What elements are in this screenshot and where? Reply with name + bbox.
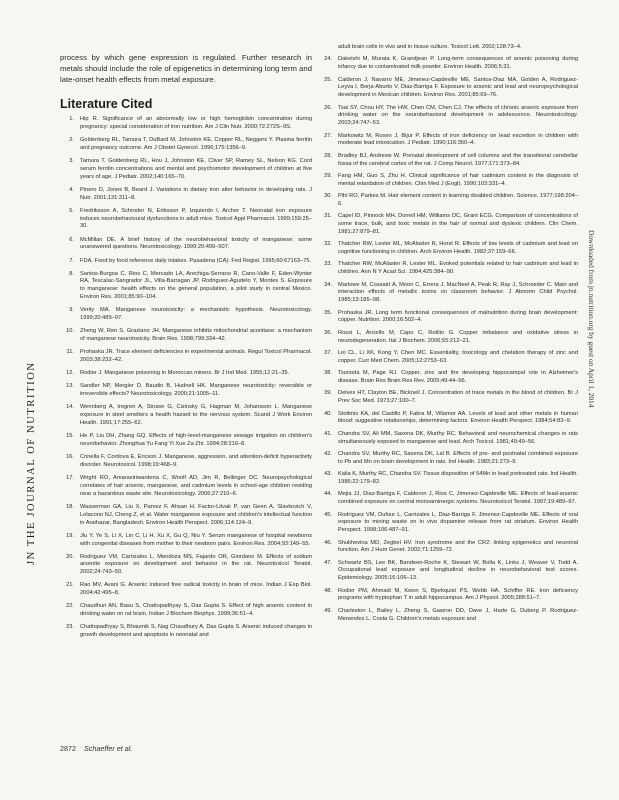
reference-text: Chattopadhyay S, Bhaumik S, Nag Chaudhury A, Das Gupta S. Arsenic induced changes in growth development and apoptosis in neonatal and [80, 624, 312, 639]
reference-item [60, 137, 312, 153]
reference-text: Chaudhuri AN, Basu S, Chattopadhyay S, Das Gupta S. Effect of high arsenic content in drinking water on rat brain. Indian J Biochem Biophys. 1999;36:51–4. [80, 603, 312, 618]
reference-text: Jiu Y, Ye S, Li X, Lin C, Li H, Xu X, Gu Q, Niu Y. Serum manganese of hospital newborns with congenital diseases from mother to their newborn pairs. Environ Res. 2004;93:149–55. [80, 532, 312, 547]
reference-item [60, 404, 312, 427]
reference-list-left [60, 116, 312, 645]
reference-item [318, 193, 578, 209]
reference-number: 31. [324, 213, 332, 220]
reference-text: Fang HM, Guo S, Zhu H. Clinical significance of hair cadmium content in the diagnosis of mental retardation of children. Chin Med J (Engl). 1990;103:331–4. [338, 172, 578, 187]
reference-text: Prohaska JR. Long term functional consequences of malnutrition during brain development: copper. Nutrition. 2000;16:502–4. [338, 309, 578, 324]
reference-number: 43. [324, 471, 332, 478]
reference-item [60, 533, 312, 549]
reference-item [60, 237, 312, 253]
reference-number: 1. [69, 116, 74, 122]
reference-text: Capel ID, Pinnock MH, Dorrell HM, Williams DC, Grant ECG. Comparison of concentrations of some trace, bulk, and toxic metals in the hair of normal and dyslexic children. Clin Chem. 1981;27:879–81. [338, 213, 578, 235]
reference-text: Rossi L, Arciello M, Capo C, Rotilio G. Copper imbalance and oxidative stress in neurodegeneration. Ital J Biochem. 2006;55:212–21. [338, 329, 578, 344]
reference-text: Thatcher RW, McAlaster R, Lester ML. Evoked potentials related to hair cadmium and lead in children. Ann N Y Acad Sci. 1984;425:384–90. [338, 261, 578, 276]
reference-number: 8. [69, 270, 74, 277]
reference-item [60, 624, 312, 640]
reference-item [318, 471, 578, 487]
reference-item [318, 588, 578, 604]
reference-item [60, 454, 312, 470]
reference-item [60, 603, 312, 619]
reference-item [318, 105, 578, 128]
reference-text: Rao MV, Avani G. Arsenic induced free radical toxicity in brain of mice. Indian J Exp Biol. 2004;42:495–8. [80, 582, 312, 597]
reference-item [318, 153, 578, 169]
reference-number: 41. [324, 430, 332, 437]
reference-number: 14. [66, 404, 74, 411]
reference-item [318, 370, 578, 386]
reference-number: 46. [324, 539, 332, 546]
reference-text: He P, Liu DH, Zhang GQ. Effects of high-level-manganese sewage irrigation on children's neurobehavior. Zhonghua Yu Fang Yi Xue Za Zhi. 1994;28:216–8. [80, 433, 312, 447]
download-watermark: Downloaded from jn.nutrition.org by guest on April 1, 2014 [587, 230, 596, 408]
reference-text: Hip R. Significance of an abnormally low or high hemoglobin concentration during pregnancy: special consideration of iron nutrition. Am J Clin Nutr. 2000;72:272S–9S. [80, 116, 312, 130]
reference-item [318, 133, 578, 149]
reference-text: Sandler NP, Mergler D, Baudin B, Hudnell HK. Manganese neurotoxicity: reversible or irreversible effects? Neurotoxicology. 2000;21:1005–11. [80, 383, 312, 398]
reference-text: Mejia JJ, Diaz-Barriga F, Calderon J, Rios C, Jimenez-Capdeville ME. Effects of lead-arsenic combined exposure on central monoaminergic systems. Neurotoxicol Teratol. 1997;19:489–97. [338, 491, 578, 506]
reference-number: 12. [66, 370, 74, 377]
reference-item [60, 258, 312, 266]
reference-number: 27. [324, 132, 332, 139]
reference-item [318, 512, 578, 535]
reference-number: 18. [66, 503, 74, 510]
reference-text: Rodriguez VM, Carrizales L, Mendoza MS, Fajardo OR, Giordano M. Effects of sodium arsenite exposure on development and behavior in the rat. Neurotoxicol Teratol. 2002;24:743–50. [80, 553, 312, 576]
reference-text: Dakeishi M, Murata K, Grandjean P. Long-term consequences of arsenic poisoning during infancy due to contaminated milk powder. Environ Health. 2006;5:31. [338, 56, 578, 71]
reference-text: Santos-Burgoa C, Rios C, Mercado LA, Arechiga-Serrano R, Cano-Valle F, Eden-Wynter RA, Texcalac-Sangrador JL, Villa-Barragan JP, Rodriguez-Agudelo Y, Montes S. Exposure to manganese: health effects on the general population, a pilot study in central Mexico. Environ Res. 2001;85:90–104. [80, 270, 312, 301]
reference-text: Wright RO, Amarasiriwardena C, Woolf AD, Jim R, Bellinger DC. Neuropsychological correlates of hair arsenic, manganese, and cadmium levels in school-age children residing near a hazardous waste site. Neurotoxicology. 2006;27:210–6. [80, 475, 312, 497]
reference-text: Pihl RO, Parkes M. Hair element content in learning disabled children. Science. 1977;198:204–6. [338, 193, 578, 207]
reference-item [60, 349, 312, 365]
reference-text: Chandra SV, Ali MM, Saxena DK, Murthy RC. Behavioral and neurochemical changes in rats simultaneously exposed to manganese and lead. Arch Toxicol. 1981;49:49–56. [338, 430, 578, 445]
reference-item [318, 350, 578, 366]
reference-number: 10. [66, 328, 74, 335]
reference-item [318, 77, 578, 100]
reference-item [60, 328, 312, 344]
reference-item [60, 370, 312, 378]
reference-number: 15. [66, 433, 74, 440]
reference-item [60, 504, 312, 527]
reference-item [60, 383, 312, 399]
reference-item [318, 261, 578, 277]
reference-number: 26. [324, 104, 332, 111]
reference-number: 33. [324, 261, 332, 268]
reference-number: 11. [66, 349, 74, 356]
reference-number: 32. [324, 241, 332, 248]
reference-text: Zheng W, Ren S, Graziano JH. Manganese inhibits mitochondrial aconitase: a mechanism of manganese neurotoxicity. Brain Res. 1998;799:334–42. [80, 328, 312, 343]
reference-text: Rodier PM, Ahmadi M, Kwon S, Bjorkquist PS, Webb HA, Schiffer RE. Iron deficiency programs with tryptophan T in adult hippocampus. Am J Physiol. 2005;288:51–7. [338, 587, 578, 602]
reference-item [60, 554, 312, 577]
reference-text: Chandra SV, Murthy RC, Saxena DK, Lal B. Effects of pre- and postnatal combined exposure to Pb and Mn on brain development in rats. Ind Health. 1983;21:273–9. [338, 450, 578, 465]
reference-item [318, 608, 578, 624]
reference-item [60, 116, 312, 132]
reference-number: 19. [66, 532, 74, 539]
reference-item [318, 411, 578, 427]
reference-item [318, 491, 578, 507]
reference-text: Shukhevina MD, Zegbel HV. Iron syndrome and the CR2: linking epigenetics and neuronal function. Am J Hum Genet. 2002;71:1259–72. [338, 539, 578, 554]
reference-text: McMillan DE. A brief history of the neurobehavioral toxicity of manganese: some unanswered questions. Neurotoxicology. 1999;20:499–507. [80, 236, 312, 251]
reference-item [318, 241, 578, 257]
reference-text: Bradley BJ, Andrews W. Prenatal development of cell columns and the transitional cerebellar fossa of the cerebral cortex of the rat. J Comp Neurol. 1977;171:373–84. [338, 152, 578, 167]
section-heading: Literature Cited [60, 97, 153, 111]
reference-number: 49. [324, 607, 332, 614]
reference-number: 28. [324, 152, 332, 159]
reference-text: Wennberg A, Iregren A, Struwe G, Cizinsky G, Hagman M, Johansson L. Manganese exposure in steel smelters a health hazard to the nervous system. Scand J Work Environ Health. 1991;17:255–62. [80, 404, 312, 426]
reference-item [318, 560, 578, 583]
reference-text: Stoltmis KA, del Castillo P, Fabra M, Villamor AA. Levels of lead and other metals in human blood: suggestive relationships, determining factors. Environ Health Perspect. 1984;54:83–9. [338, 410, 578, 425]
reference-number: 9. [69, 307, 74, 314]
reference-item [318, 173, 578, 189]
page-number: 2872 [60, 744, 76, 753]
reference-number: 22. [66, 603, 74, 610]
reference-text: Lei CL, Li XK, Kong Y, Chen MC. Essentiality, toxicology and chelation therapy of zinc and copper. Curr Med Chem. 2005;12:2753–63. [338, 350, 578, 364]
reference-number: 21. [66, 582, 74, 589]
reference-text: Thatcher RW, Lester ML, McAlaster R, Horst R. Effects of low levels of cadmium and lead on cognitive functioning in children. Arch Environ Health. 1982;37:159–66. [338, 241, 578, 256]
reference-number: 47. [324, 559, 332, 566]
reference-number: 40. [324, 410, 332, 417]
reference-number: 5. [69, 207, 74, 214]
reference-item [60, 433, 312, 449]
reference-text: Tamura T, Goldenberg RL, Hou J, Johnston KE, Cliver SP, Ramey SL, Nelson KG. Cord serum ferritin concentrations and mental and psychomotor development of children at five years of age. J Pediatr. 2002;140:165–70. [80, 157, 312, 180]
reference-number: 23. [66, 624, 74, 631]
reference-item [318, 390, 578, 406]
page-footer [60, 744, 132, 753]
reference-number: 48. [324, 587, 332, 594]
running-author: Schaeffer et al. [84, 744, 133, 753]
reference-item [318, 540, 578, 556]
reference-item [60, 271, 312, 302]
reference-number: 20. [66, 553, 74, 560]
reference-item [60, 307, 312, 323]
reference-text: Tsai SY, Chou HY, The HW, Chen CM, Chen CJ. The effects of chronic arsenic exposure from drinking water on the neurobehavioral development in adolescence. Neurotoxicology. 2003;24:747–53. [338, 104, 578, 127]
reference-text: Wasserman GA, Liu X, Parvez F, Ahsan H, Factor-Litvak P, van Geen A, Slavkovich V, Lolacono NJ, Cheng Z, et al. Water manganese exposure and children's intellectual function in Araihazar, Bangladesh. Environ Health Perspect. 2006;114:124–9. [80, 503, 312, 526]
reference-number: 35. [324, 309, 332, 316]
reference-text: Crinella F, Cordova E, Ericson J. Manganese, aggression, and attention-deficit hyperactivity disorder. Neurotoxicol. 1998;19:468–9. [80, 454, 312, 468]
reference-number: 16. [66, 454, 74, 461]
reference-text: Marlowe M, Cossairt A, Moon C, Errera J, MacNeel A, Peak R, Ray J, Schroeder C. Main and interaction effects of metallic toxins on classroom behavior. J Abnorm Child Psychol. 1985;13:185–98. [338, 281, 578, 304]
reference-number: 6. [69, 236, 74, 243]
reference-item [318, 310, 578, 326]
reference-number: 36. [324, 329, 332, 336]
reference-number: 17. [66, 475, 74, 482]
reference-item [60, 475, 312, 498]
reference-item [318, 213, 578, 236]
reference-text: Schwartz BS, Lee BK, Bandeen-Roche K, Stewart W, Bolla K, Links J, Weaver V, Todd A. Occupational lead exposure and longitudinal decline in neurobehavioral test scores. Epidemiology. 2005;16:106–13. [338, 559, 578, 582]
reference-number: 29. [324, 172, 332, 179]
reference-item [318, 451, 578, 467]
reference-text: Tsunoda M, Page RJ. Copper, zinc and the developing hippocampal role in Alzheimer's disease. Brain Res Brain Res Rev. 2005;49:44–56. [338, 370, 578, 384]
reference-number: 39. [324, 390, 332, 397]
reference-number: 44. [324, 491, 332, 498]
reference-number: 38. [324, 370, 332, 377]
reference-item [318, 282, 578, 305]
reference-item [318, 431, 578, 447]
reference-number: 30. [324, 193, 332, 200]
reference-item [318, 56, 578, 72]
reference-text: Prohaska JR. Trace element deficiencies in experimental animals. Regul Toxicol Pharmacol. 2003;38:232–42. [80, 349, 312, 364]
reference-number: 4. [69, 186, 74, 193]
reference-text: Rodier J. Manganese poisoning in Moroccan miners. Br J Ind Med. 1955;12:21–35. [80, 370, 290, 377]
reference-number: 13. [66, 383, 74, 390]
reference-text: Charleston L, Bailey L, Zheng S, Gawron DD, Dave J, Harte G, Duberg P. Rodriguez-Menendez L, Costa G. Children's metals exposure and [338, 607, 578, 622]
reference-text: adult brain cells in vivo and in tissue culture. Toxicol Lett. 2002;128:73–4. [338, 44, 522, 50]
reference-number: 7. [69, 257, 74, 264]
reference-number: 34. [324, 281, 332, 288]
reference-text: Pinero D, Jones B, Beard J. Variations in dietary iron alter behavior in developing rats. J Nutr. 2001;131:311–8. [80, 186, 312, 201]
reference-text: Delves HT, Clayton BE, Bicknell J. Concentration of trace metals in the blood of children. Br J Prev Soc Med. 1973;27:100–7. [338, 390, 578, 405]
reference-item [318, 330, 578, 346]
reference-item [60, 208, 312, 231]
reference-number: 45. [324, 511, 332, 518]
reference-text: Kalia K, Murthy RC, Chandra SV. Tissue disposition of 54Mn in lead pretreated rats. Ind Health. 1986;22:179–82. [338, 471, 578, 485]
reference-number: 24. [324, 56, 332, 63]
reference-text: Goldenberg RL, Tamura T, DuBard M, Johnston KE, Copper RL, Neggers Y. Plasma ferritin and pregnancy outcome. Am J Obstet Gynecol. 1996;175:1356–9. [80, 136, 312, 151]
reference-item [60, 158, 312, 181]
intro-paragraph: process by which gene expression is regulated. Further research in metals should include the role of epigenetics in determining long term and late-onset health effects from metal exposure. [60, 52, 312, 85]
reference-item [60, 187, 312, 203]
reference-number: 2. [69, 136, 74, 143]
reference-item [318, 44, 578, 52]
reference-number: 37. [324, 350, 332, 357]
reference-text: Fredriksson A, Schroder N, Eriksson P, Izquierdo I, Archer T. Neonatal iron exposure induces neurobehavioural dysfunctions in adult mice. Toxicol Appl Pharmacol. 1999;159:25–30. [80, 207, 312, 230]
reference-text: FDA. Food by food reference daily intakes. Pasadena (CA): Fed Regist. 1995;60:67163–75. [80, 257, 312, 264]
reference-number: 42. [324, 450, 332, 457]
reference-number: 25. [324, 76, 332, 83]
reference-text: Calderon J, Navarro ME, Jimenez-Capdeville ME, Santos-Diaz MA, Golden A, Rodriguez-Leyva I, Borja-Aburto V, Diaz-Barriga F. Exposure to arsenic and lead and neuropsychological development in Mexican children. Environ Res. 2001;85:69–76. [338, 76, 578, 99]
reference-text: Rodriguez VM, Dufour L, Carrizales L, Diaz-Barriga F, Jimenez-Capdeville ME. Effects of oral exposure to mining waste on in vivo dopamine release from rat striatum. Environ Health Perspect. 1998;106:487–91. [338, 511, 578, 534]
reference-text: Markowitz M, Rosen J, Bijur P. Effects of iron deficiency on lead excretion in children with moderate lead intoxication. J Pediatr. 1990;116:360–4. [338, 132, 578, 147]
reference-text: Verity MA. Manganese neurotoxicity: a mechanistic hypothesis. Neurotoxicology. 1999;20:489–97. [80, 307, 312, 322]
reference-item [60, 582, 312, 598]
journal-side-banner: JN THE JOURNAL OF NUTRITION [26, 361, 37, 565]
reference-list-right [318, 44, 578, 628]
reference-number: 3. [69, 157, 74, 164]
